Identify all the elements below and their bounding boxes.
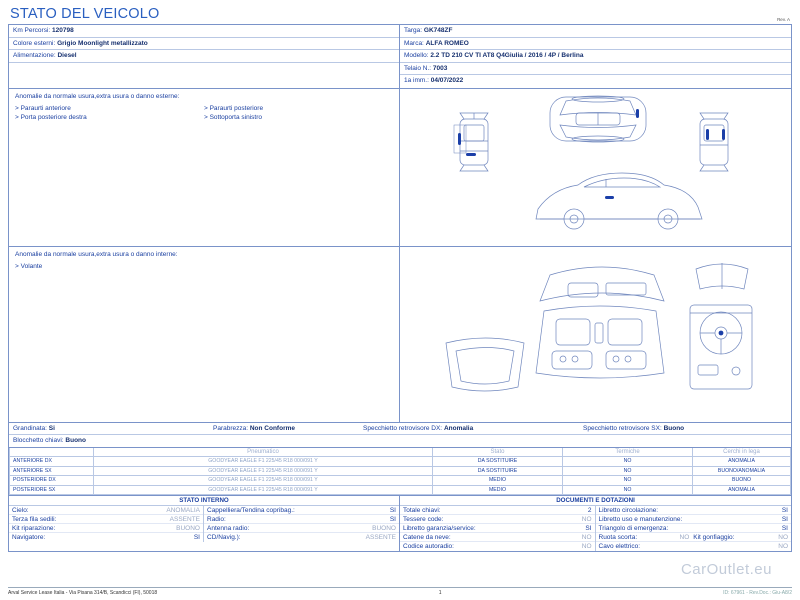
info-label: Modello: xyxy=(404,52,429,59)
field-label: Libretto garanzia/service: xyxy=(403,525,476,533)
field-value: NO xyxy=(581,516,592,524)
spare-wheel-field xyxy=(599,533,694,541)
field-label: Ruota scorta: xyxy=(598,534,638,542)
table-row xyxy=(10,476,791,486)
interior-diagram xyxy=(400,247,791,422)
tyre-position: ANTERIORE SX xyxy=(10,466,94,476)
tyre-model: GOODYEAR EAGLE F1 225/45 R18 000/091 Y xyxy=(94,466,433,476)
vehicle-info-block xyxy=(8,24,792,89)
tyres-table-wrapper xyxy=(8,448,792,497)
field-value: 2 xyxy=(587,507,592,515)
field-value: ANOMALIA xyxy=(166,507,200,515)
info-label: 1a imm.: xyxy=(404,77,429,84)
list-item-split xyxy=(596,533,792,542)
status-hail xyxy=(9,425,209,432)
car-interior-svg xyxy=(400,247,792,421)
status-label: Specchietto retrovisore DX: xyxy=(363,424,443,432)
tyre-position: POSTERIORE SX xyxy=(10,485,94,495)
info-value: Grigio Moonlight metallizzato xyxy=(57,39,148,47)
tyres-header-row xyxy=(10,448,791,457)
field-label: Navigatore: xyxy=(12,534,46,542)
list-item xyxy=(400,524,595,533)
exterior-anomalies-title: Anomalie da normale usura,extra usura o danno esterne: xyxy=(15,92,180,100)
car-exterior-svg xyxy=(400,89,792,245)
status-value: Buono xyxy=(663,424,685,432)
info-value: 120798 xyxy=(52,27,74,34)
table-row xyxy=(10,485,791,495)
exterior-anomalies-col2 xyxy=(204,104,393,122)
field-label: Cielo: xyxy=(12,507,29,515)
interior-anomalies-title: Anomalie da normale usura,extra usura o danno interne: xyxy=(15,250,178,258)
footer-page-number: 1 xyxy=(438,590,442,596)
info-label: Targa: xyxy=(404,27,423,34)
info-label: Km Percorsi: xyxy=(13,27,51,34)
field-value: NO xyxy=(679,534,690,542)
list-item xyxy=(400,533,595,542)
interior-damage-markers xyxy=(719,330,724,335)
inflation-kit-field xyxy=(693,533,788,541)
info-row-model xyxy=(400,50,791,63)
field-value: SI xyxy=(781,507,788,515)
info-row-plate xyxy=(400,25,791,38)
tyre-winter: NO xyxy=(563,466,693,476)
status-windshield xyxy=(209,425,359,432)
status-mirror-dx xyxy=(359,425,579,432)
exterior-damage-block xyxy=(8,89,792,247)
field-label: Cavo elettrico: xyxy=(598,543,641,551)
status-value: Non Conforme xyxy=(249,424,295,432)
anomaly-item: > Paraurti posteriore xyxy=(204,104,264,112)
anomaly-item: > Sottoporta sinistro xyxy=(204,113,262,121)
field-label: Libretto uso e manutenzione: xyxy=(598,516,683,524)
list-item xyxy=(400,542,595,551)
tyres-header-termiche: Termiche xyxy=(563,448,693,457)
status-label: Grandinata: xyxy=(13,424,47,432)
tyres-header-stato: Stato xyxy=(433,448,563,457)
interior-state-panel xyxy=(9,496,400,551)
status-label: Specchietto retrovisore SX: xyxy=(583,424,662,432)
field-label: Codice autoradio: xyxy=(403,543,454,551)
headliner-view xyxy=(696,263,748,289)
field-value: SI xyxy=(389,516,396,524)
dashboard-view xyxy=(540,267,664,301)
info-label: Marca: xyxy=(404,39,424,47)
anomaly-item: > Paraurti anteriore xyxy=(15,104,71,112)
watermark: CarOutlet.eu xyxy=(680,561,772,578)
status-mirror-sx xyxy=(579,425,688,432)
car-front-view xyxy=(460,113,488,171)
field-value: NO xyxy=(581,543,592,551)
bottom-panels xyxy=(8,496,792,552)
field-value: NO xyxy=(778,534,788,542)
list-item xyxy=(9,533,203,542)
field-value: NO xyxy=(778,543,788,551)
status-value: Anomalia xyxy=(443,424,474,432)
info-row-fuel xyxy=(9,50,399,63)
field-label: Terza fila sedili: xyxy=(12,516,57,524)
interior-state-col1 xyxy=(9,506,204,542)
list-item xyxy=(204,524,399,533)
interior-state-title: STATO INTERNO xyxy=(9,496,399,506)
status-strip xyxy=(8,423,792,448)
field-value: SI xyxy=(389,507,396,515)
exterior-anomalies-col1 xyxy=(15,104,204,122)
field-label: Radio: xyxy=(207,516,226,524)
document-header xyxy=(8,6,792,24)
field-label: Cappelliera/Tendina copribag.: xyxy=(207,507,295,515)
list-item xyxy=(596,542,792,551)
tyre-state: DA SOSTITUIRE xyxy=(433,466,563,476)
field-label: Catene da neve: xyxy=(403,534,451,542)
status-label: Blocchetto chiavi: xyxy=(13,437,64,444)
info-label: Telaio N.: xyxy=(404,64,432,72)
field-label: Triangolo di emergenza: xyxy=(598,525,669,533)
documents-title: DOCUMENTI E DOTAZIONI xyxy=(400,496,791,506)
tyre-model: GOODYEAR EAGLE F1 225/45 R18 000/091 Y xyxy=(94,457,433,467)
tyre-position: ANTERIORE DX xyxy=(10,457,94,467)
documents-col2 xyxy=(596,506,792,551)
interior-anomalies xyxy=(9,247,400,422)
table-row xyxy=(10,457,791,467)
status-key-block xyxy=(9,437,90,444)
field-value: BUONO xyxy=(176,525,200,533)
tyre-model: GOODYEAR EAGLE F1 225/45 R18 000/091 Y xyxy=(94,476,433,486)
table-row xyxy=(10,466,791,476)
field-label: CD/Navig.): xyxy=(207,534,241,542)
field-label: Libretto circolazione: xyxy=(598,507,659,515)
tyre-winter: NO xyxy=(563,457,693,467)
info-row-firstreg xyxy=(400,75,791,88)
page-footer xyxy=(8,587,792,596)
exterior-anomalies xyxy=(9,89,400,246)
field-value: ASSENTE xyxy=(365,534,396,542)
tyres-header-blank xyxy=(10,448,94,457)
vehicle-info-left xyxy=(9,25,400,88)
field-value: SI xyxy=(585,525,592,533)
car-top-view xyxy=(550,96,646,142)
list-item xyxy=(400,515,595,524)
car-rear-view xyxy=(700,113,728,171)
list-item xyxy=(9,506,203,515)
info-row-blank1 xyxy=(9,63,399,76)
field-value: SI xyxy=(781,516,788,524)
interior-anomalies-col1 xyxy=(15,262,204,271)
field-value: BUONO xyxy=(372,525,396,533)
tyre-rim: ANOMALIA xyxy=(693,457,791,467)
damage-markers xyxy=(458,109,725,199)
field-label: Totale chiavi: xyxy=(403,507,441,515)
anomaly-item: > Volante xyxy=(15,262,43,270)
tyre-rim: BUONO/ANOMALIA xyxy=(693,466,791,476)
status-strip-row-1 xyxy=(9,423,791,435)
info-label: Colore esterni: xyxy=(13,39,56,47)
info-value: 04/07/2022 xyxy=(430,77,464,84)
tyres-header-pneumatico: Pneumatico xyxy=(94,448,433,457)
anomaly-item: > Porta posteriore destra xyxy=(15,113,87,121)
tyre-winter: NO xyxy=(563,485,693,495)
boot-view xyxy=(446,338,524,391)
info-row-brand xyxy=(400,38,791,51)
interior-state-col2 xyxy=(204,506,399,542)
tyre-rim: ANOMALIA xyxy=(693,485,791,495)
documents-col1 xyxy=(400,506,596,551)
field-value: NO xyxy=(581,534,592,542)
info-value: 7003 xyxy=(432,64,448,72)
info-value: GK748ZF xyxy=(423,27,453,34)
tyre-state: MEDIO xyxy=(433,485,563,495)
list-item xyxy=(9,515,203,524)
list-item xyxy=(204,533,399,542)
vehicle-info-right xyxy=(400,25,791,88)
footer-doc-id: ID: 67961 - Rev.Doc.: Giu-A8/2 xyxy=(723,590,792,596)
page-title: STATO DEL VEICOLO xyxy=(10,6,160,22)
car-side-view xyxy=(536,173,702,229)
cabin-plan-view xyxy=(536,306,664,378)
info-value: 2.2 TD 210 CV TI AT8 Q4Giulia / 2016 / 4P / Berlina xyxy=(430,52,584,59)
tyre-state: MEDIO xyxy=(433,476,563,486)
tyre-winter: NO xyxy=(563,476,693,486)
info-row-km xyxy=(9,25,399,38)
list-item xyxy=(204,515,399,524)
info-row-color xyxy=(9,38,399,51)
list-item xyxy=(596,506,792,515)
field-value: SI xyxy=(193,534,200,542)
info-value: ALFA ROMEO xyxy=(425,39,469,47)
status-value: Buono xyxy=(65,437,86,444)
field-label: Kit gonfiaggio: xyxy=(693,534,735,542)
info-label: Alimentazione: xyxy=(13,52,56,59)
info-value: Diesel xyxy=(57,52,77,59)
interior-anomalies-col2 xyxy=(204,262,393,271)
info-row-blank2 xyxy=(9,75,399,88)
field-label: Kit riparazione: xyxy=(12,525,56,533)
list-item xyxy=(596,515,792,524)
tyre-state: DA SOSTITUIRE xyxy=(433,457,563,467)
list-item xyxy=(400,506,595,515)
revision-label: Rev. A xyxy=(777,17,790,22)
field-value: SI xyxy=(781,525,788,533)
exterior-diagram xyxy=(400,89,791,246)
tyre-position: POSTERIORE DX xyxy=(10,476,94,486)
tyre-model: GOODYEAR EAGLE F1 225/45 R18 000/091 Y xyxy=(94,485,433,495)
list-item xyxy=(596,524,792,533)
interior-damage-block xyxy=(8,247,792,423)
status-value: Si xyxy=(48,424,55,432)
list-item xyxy=(204,506,399,515)
field-label: Tessere code: xyxy=(403,516,444,524)
tyres-table xyxy=(9,448,791,496)
steering-door-view xyxy=(690,305,752,389)
status-label: Parabrezza: xyxy=(213,424,249,432)
tyres-header-cerchi: Cerchi in lega xyxy=(693,448,791,457)
tyre-rim: BUONO xyxy=(693,476,791,486)
documents-panel xyxy=(400,496,791,551)
footer-company: Arval Service Lease Italia - Via Pisana 314/B, Scandicci (FI), 50018 xyxy=(8,590,158,596)
status-strip-row-2 xyxy=(9,435,791,447)
field-value: ASSENTE xyxy=(169,516,200,524)
field-label: Antenna radio: xyxy=(207,525,250,533)
info-row-vin xyxy=(400,63,791,76)
list-item xyxy=(9,524,203,533)
